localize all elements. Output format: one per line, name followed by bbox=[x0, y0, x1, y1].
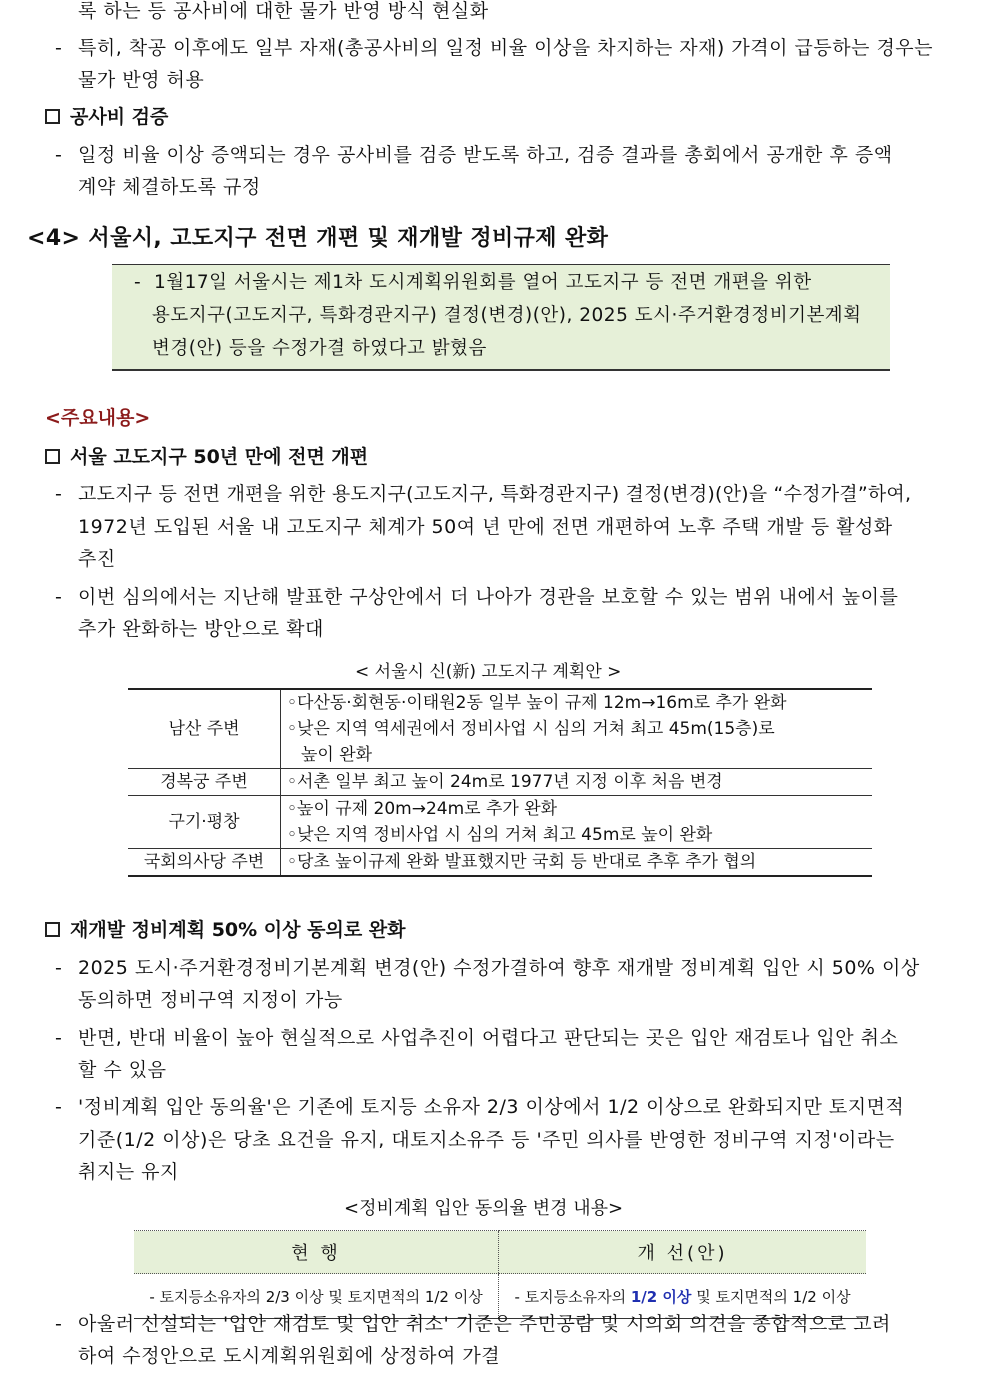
bullet-dash: - bbox=[55, 1096, 63, 1118]
height-b2-line-2: 추가 완화하는 방안으로 확대 bbox=[78, 618, 324, 640]
redev-b3-line-2: 기준(1/2 이상)은 당초 요건을 유지, 대토지소유주 등 '주민 의사를 반영한 정비구역 지정'이라는 bbox=[78, 1129, 895, 1151]
redev-b3-line-3: 취지는 유지 bbox=[78, 1161, 179, 1183]
redev-b1-line-2: 동의하면 정비구역 지정이 가능 bbox=[78, 989, 343, 1011]
heading-height-district bbox=[45, 442, 368, 472]
bullet-dash: - bbox=[55, 586, 63, 608]
heading-cost-verification bbox=[45, 102, 168, 132]
bullet-dash: - bbox=[55, 1027, 63, 1049]
table-header-row bbox=[134, 1231, 866, 1274]
heading-text: 공사비 검증 bbox=[70, 106, 169, 128]
bullet-dash: - bbox=[55, 483, 63, 505]
col-current-header: 현 행 bbox=[134, 1231, 499, 1274]
checkbox-square-icon bbox=[45, 922, 60, 937]
bullet-dash: - bbox=[55, 37, 63, 59]
redev-b4-line-2: 하여 수정안으로 도시계획위원회에 상정하여 가결 bbox=[78, 1345, 501, 1367]
consent-rate-table bbox=[134, 1230, 866, 1319]
current-cell: - 토지등소유자의 2/3 이상 및 토지면적의 1/2 이상 bbox=[134, 1274, 499, 1319]
summary-line-2: 용도지구(고도지구, 특화경관지구) 결정(변경)(안), 2025 도시·주거환경정비기본계획 bbox=[152, 305, 862, 326]
area-cell: 국회의사당 주변 bbox=[128, 849, 281, 877]
summary-line-1: - 1월17일 서울시는 제1차 도시계획위원회를 열어 고도지구 등 전면 개편을 위한 bbox=[134, 272, 812, 293]
content-cell bbox=[281, 689, 873, 769]
price-surge-line-1: 특히, 착공 이후에도 일부 자재(총공사비의 일정 비율 이상을 차지하는 자재) 가격이 급등하는 경우는 bbox=[78, 37, 934, 59]
summary-box bbox=[112, 264, 890, 371]
section-title: <4> 서울시, 고도지구 전면 개편 및 재개발 정비규제 완화 bbox=[27, 226, 609, 251]
content-line: 높이 완화 bbox=[301, 745, 373, 765]
table-row bbox=[128, 796, 872, 849]
price-surge-line-2: 물가 반영 허용 bbox=[78, 69, 205, 91]
heading-text: 재개발 정비계획 50% 이상 동의로 완화 bbox=[70, 919, 406, 941]
content-line: ◦높이 규제 20m→24m로 추가 완화 bbox=[287, 799, 558, 819]
verification-line-1: 일정 비율 이상 증액되는 경우 공사비를 검증 받도록 하고, 검증 결과를 총회에서 공개한 후 증액 bbox=[78, 144, 893, 166]
main-content-label: <주요내용> bbox=[45, 407, 151, 429]
verification-line-2: 계약 체결하도록 규정 bbox=[78, 176, 261, 198]
table-row bbox=[128, 689, 872, 769]
heading-text: 서울 고도지구 50년 만에 전면 개편 bbox=[70, 446, 369, 468]
table-row bbox=[128, 849, 872, 877]
area-cell: 구기·평창 bbox=[128, 796, 281, 849]
content-cell bbox=[281, 849, 873, 877]
redev-b1-line-1: 2025 도시·주거환경정비기본계획 변경(안) 수정가결하여 향후 재개발 정비계획 입안 시 50% 이상 bbox=[78, 957, 920, 979]
height-b2-line-1: 이번 심의에서는 지난해 발표한 구상안에서 더 나아가 경관을 보호할 수 있는 범위 내에서 높이를 bbox=[78, 586, 899, 608]
height-b1-line-2: 1972년 도입된 서울 내 고도지구 체계가 50여 년 만에 전면 개편하여 노후 주택 개발 등 활성화 bbox=[78, 516, 893, 538]
table-row bbox=[128, 769, 872, 796]
checkbox-square-icon bbox=[45, 449, 60, 464]
area-cell: 남산 주변 bbox=[128, 689, 281, 769]
content-line: ◦낮은 지역 정비사업 시 심의 거쳐 최고 45m로 높이 완화 bbox=[287, 825, 713, 845]
redev-b2-line-1: 반면, 반대 비율이 높아 현실적으로 사업추진이 어렵다고 판단되는 곳은 입안 재검토나 입안 취소 bbox=[78, 1027, 899, 1049]
content-line: ◦낮은 지역 역세권에서 정비사업 시 심의 거쳐 최고 45m(15층)로 bbox=[287, 719, 775, 739]
table-caption-height: < 서울시 신(新) 고도지구 계획안 > bbox=[355, 662, 622, 682]
table-caption-consent: <정비계획 입안 동의율 변경 내용> bbox=[344, 1198, 624, 1219]
content-line: ◦당초 높이규제 완화 발표했지만 국회 등 반대로 추후 추가 협의 bbox=[287, 852, 757, 872]
bullet-dash: - bbox=[55, 144, 63, 166]
col-improved-header: 개 선(안) bbox=[499, 1231, 866, 1274]
checkbox-square-icon bbox=[45, 109, 60, 124]
improved-highlight: 1/2 이상 bbox=[630, 1287, 692, 1306]
redev-b4-line-1: 아울러 신설되는 '입안 재검토 및 입안 취소' 기준은 주민공람 및 시의회 의견을 종합적으로 고려 bbox=[78, 1313, 891, 1335]
content-cell bbox=[281, 769, 873, 796]
bullet-dash: - bbox=[55, 957, 63, 979]
height-b1-line-1: 고도지구 등 전면 개편을 위한 용도지구(고도지구, 특화경관지구) 결정(변경)(안)을 “수정가결”하여, bbox=[78, 483, 912, 505]
improved-text-pre: - 토지등소유자의 bbox=[514, 1287, 631, 1306]
improved-text-post: 및 토지면적의 1/2 이상 bbox=[691, 1287, 851, 1306]
content-line: ◦서촌 일부 최고 높이 24m로 1977년 지정 이후 처음 변경 bbox=[287, 772, 723, 792]
height-b1-line-3: 추진 bbox=[78, 548, 116, 570]
bullet-dash: - bbox=[55, 1313, 63, 1335]
height-plan-table bbox=[128, 688, 872, 877]
summary-line-3: 변경(안) 등을 수정가결 하였다고 밝혔음 bbox=[152, 338, 487, 359]
redev-b3-line-1: '정비계획 입안 동의율'은 기존에 토지등 소유자 2/3 이상에서 1/2 이상으로 완화되지만 토지면적 bbox=[78, 1096, 905, 1118]
content-cell bbox=[281, 796, 873, 849]
redev-b2-line-2: 할 수 있음 bbox=[78, 1059, 167, 1081]
area-cell: 경복궁 주변 bbox=[128, 769, 281, 796]
continuation-line: 록 하는 등 공사비에 대한 물가 반영 방식 현실화 bbox=[78, 0, 489, 22]
content-line: ◦다산동·회현동·이태원2동 일부 높이 규제 12m→16m로 추가 완화 bbox=[287, 693, 787, 713]
heading-redevelopment bbox=[45, 915, 406, 945]
